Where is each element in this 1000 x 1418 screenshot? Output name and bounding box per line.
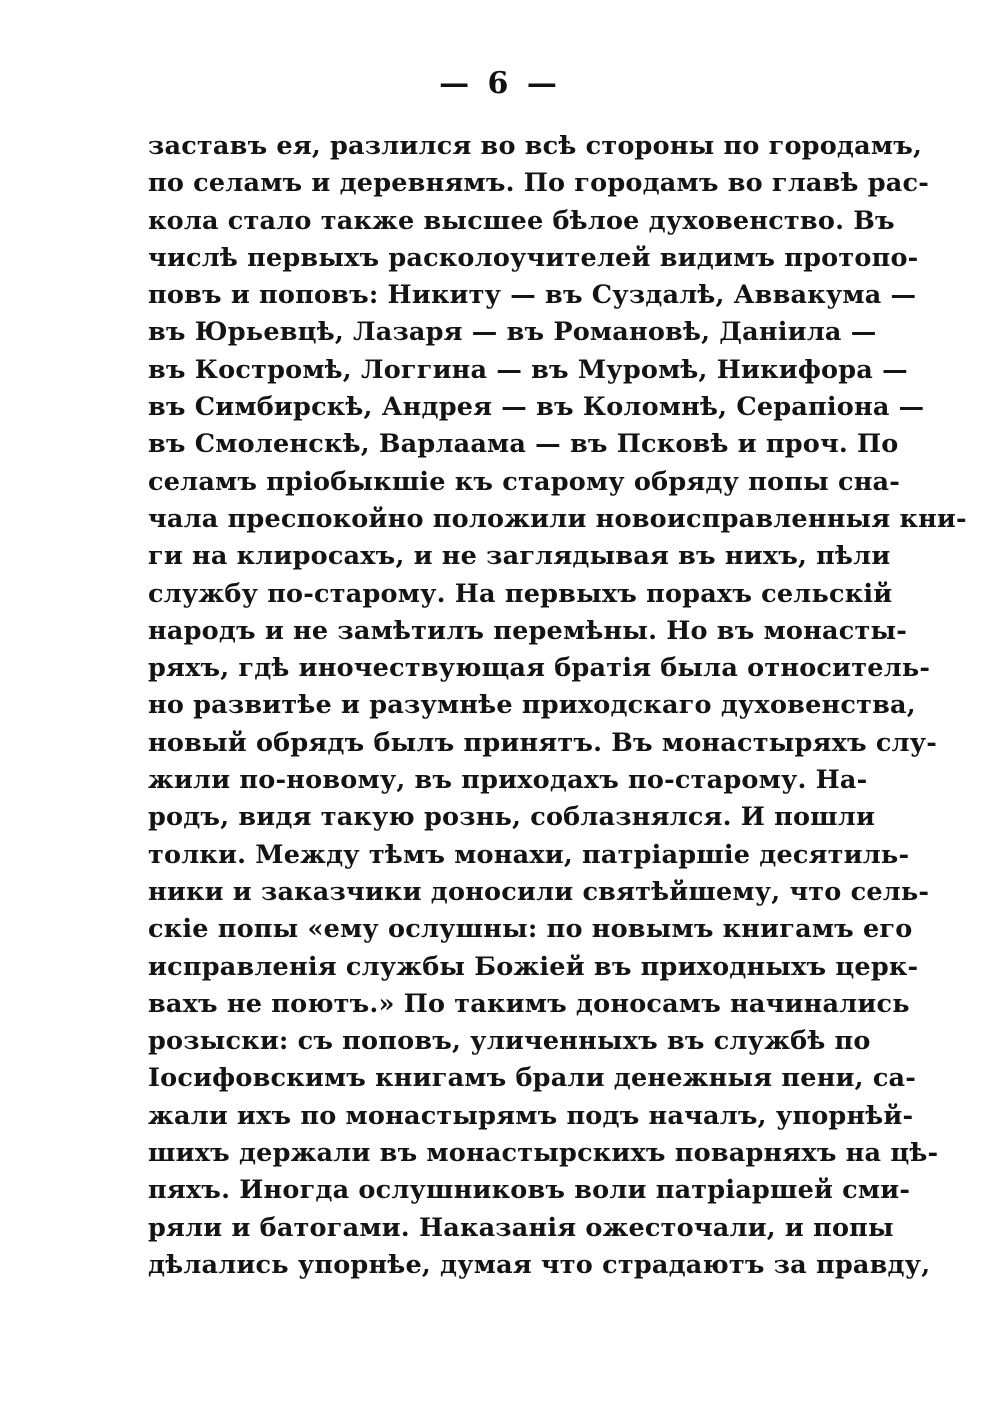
text-line: Іосифовскимъ книгамъ брали денежныя пени, са- — [148, 1063, 917, 1094]
text-line: повъ и поповъ: Никиту — въ Суздалѣ, Аввакума — — [148, 280, 917, 311]
text-line: пяхъ. Иногда ослушниковъ воли патріаршей сми- — [148, 1175, 911, 1206]
text-line: въ Костромѣ, Логгина — въ Муромѣ, Никифора — — [148, 354, 908, 385]
text-line: ряли и батогами. Наказанія ожесточали, и попы — [148, 1212, 894, 1243]
body-text — [148, 128, 967, 1284]
text-line: по селамъ и деревнямъ. По городамъ во главѣ рас- — [148, 168, 930, 199]
text-line: шихъ держали въ монастырскихъ поварняхъ на цѣ- — [148, 1138, 939, 1169]
text-line: народъ и не замѣтилъ перемѣны. Но въ монасты- — [148, 615, 907, 646]
text-line: скіе попы «ему ослушны: по новымъ книгамъ его — [148, 914, 913, 945]
text-line: розыски: съ поповъ, уличенныхъ въ службѣ по — [148, 1026, 871, 1057]
text-line: въ Симбирскѣ, Андрея — въ Коломнѣ, Серапіона — — [148, 392, 925, 423]
text-line: ряхъ, гдѣ иночествующая братія была относитель- — [148, 653, 931, 684]
text-line: жили по-новому, въ приходахъ по-старому. На- — [148, 765, 868, 796]
text-line: родъ, видя такую рознь, соблазнялся. И пошли — [148, 802, 876, 833]
text-line: ники и заказчики доносили святѣйшему, что сель- — [148, 876, 930, 907]
text-line: новый обрядъ былъ принятъ. Въ монастыряхъ слу- — [148, 727, 938, 758]
text-line: въ Смоленскѣ, Варлаама — въ Псковѣ и проч. По — [148, 429, 899, 460]
text-line: заставъ ея, разлился во всѣ стороны по городамъ, — [148, 131, 923, 161]
text-line: числѣ первыхъ расколоучителей видимъ протопо- — [148, 242, 919, 273]
text-line: вахъ не поютъ.» По такимъ доносамъ начинались — [148, 988, 910, 1019]
text-line: ги на клиросахъ, и не заглядывая въ нихъ, пѣли — [148, 541, 891, 572]
text-line: дѣлались упорнѣе, думая что страдаютъ за правду, — [148, 1249, 931, 1280]
text-line: кола стало также высшее бѣлое духовенство. Въ — [148, 205, 895, 236]
page-number: — 6 — — [439, 66, 561, 101]
text-line: жали ихъ по монастырямъ подъ началъ, упорнѣй- — [148, 1100, 914, 1131]
text-line: исправленія службы Божіей въ приходныхъ церк- — [148, 951, 919, 982]
text-line: но развитѣе и разумнѣе приходскаго духовенства, — [148, 690, 916, 721]
text-line: въ Юрьевцѣ, Лазаря — въ Романовѣ, Даніила — — [148, 317, 877, 348]
text-line: толки. Между тѣмъ монахи, патріаршіе десятиль- — [148, 839, 910, 870]
text-line: чала преспокойно положили новоисправленныя кни- — [148, 503, 967, 534]
text-line: селамъ пріобыкшіе къ старому обряду попы сна- — [148, 466, 901, 497]
text-line: службу по-старому. На первыхъ порахъ сельскій — [148, 578, 893, 609]
